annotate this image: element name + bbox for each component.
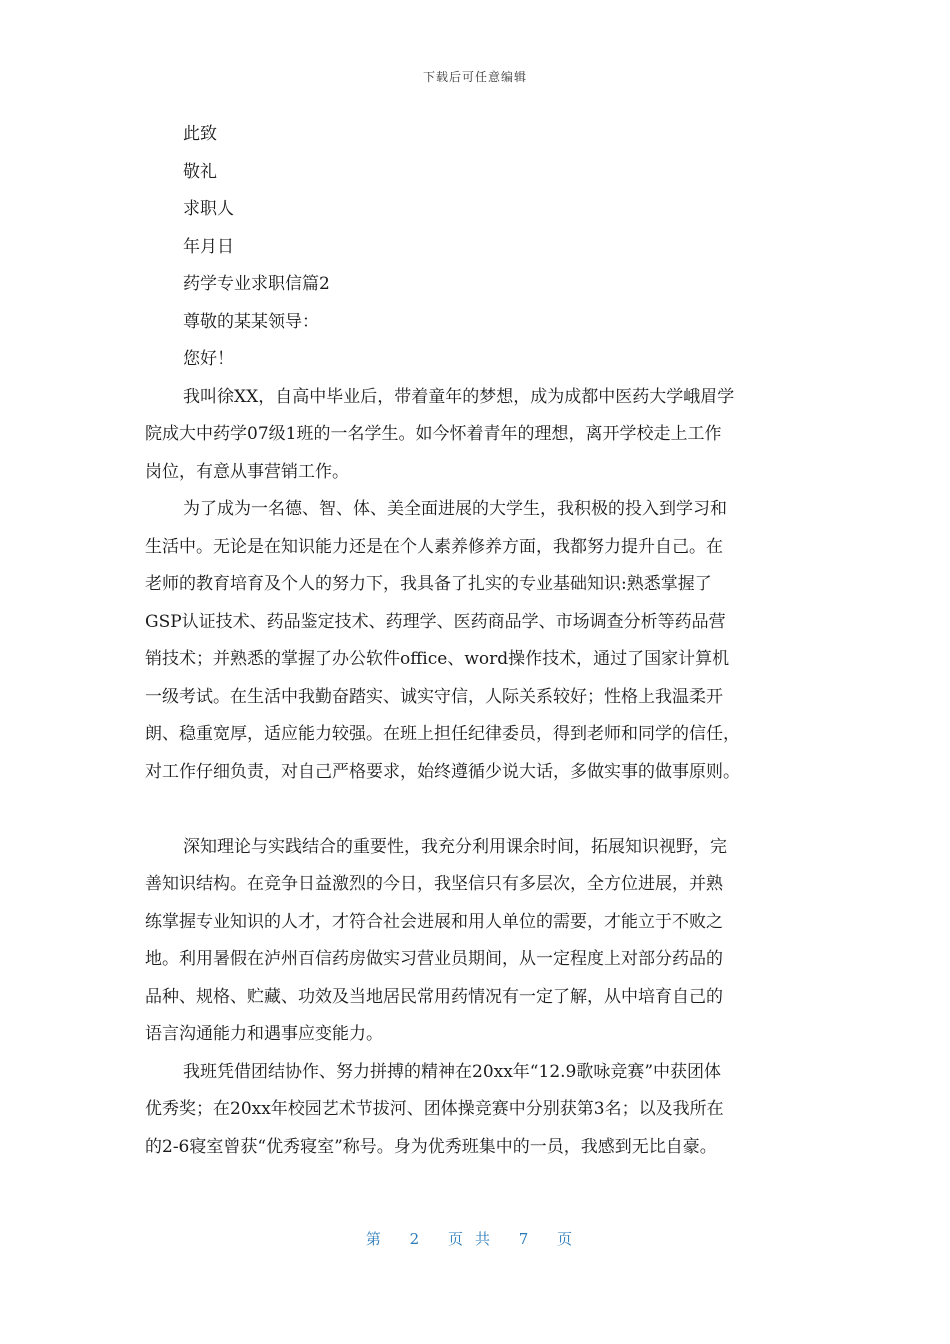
paragraph-line: 院成大中药学07级1班的一名学生。如今怀着青年的理想，离开学校走上工作 (145, 424, 722, 444)
paragraph-line: 生活中。无论是在知识能力还是在个人素养修养方面，我都努力提升自己。在 (145, 536, 723, 557)
document-body (145, 116, 810, 1166)
paragraph-line: 为了成为一名德、智、体、美全面进展的大学生，我积极的投入到学习和 (183, 499, 727, 519)
paragraph-line: 岗位，有意从事营销工作。 (145, 461, 349, 482)
letter-title: 药学专业求职信篇2 (183, 274, 330, 294)
salutation: 尊敬的某某领导： (183, 311, 319, 332)
paragraph-line: 深知理论与实践结合的重要性，我充分利用课余时间，拓展知识视野，完 (183, 836, 727, 857)
paragraph-line: 善知识结构。在竞争日益激烈的今日，我坚信只有多层次，全方位进展，并熟 (145, 874, 723, 894)
closing-line: 年月日 (183, 236, 234, 257)
closing-line: 求职人 (183, 199, 234, 219)
paragraph-line: 朗、稳重宽厚，适应能力较强。在班上担任纪律委员，得到老师和同学的信任， (145, 724, 740, 744)
closing-line: 此致 (183, 124, 217, 144)
paragraph-line: 优秀奖；在20xx年校园艺术节拔河、团体操竞赛中分别获第3名；以及我所在 (145, 1099, 724, 1119)
greeting: 您好！ (183, 349, 234, 369)
paragraph-line: 的2-6寝室曾获“优秀寝室”称号。身为优秀班集中的一员，我感到无比自豪。 (145, 1136, 717, 1157)
paragraph-line: 老师的教育培育及个人的努力下，我具备了扎实的专业基础知识:熟悉掌握了 (145, 574, 712, 594)
paragraph-line: 销技术；并熟悉的掌握了办公软件office、word操作技术，通过了国家计算机 (145, 649, 730, 669)
paragraph-line: 对工作仔细负责，对自己严格要求，始终遵循少说大话，多做实事的做事原则。 (145, 761, 740, 782)
paragraph-line: 地。利用暑假在泸州百信药房做实习营业员期间，从一定程度上对部分药品的 (145, 949, 723, 969)
paragraph-line: 语言沟通能力和遇事应变能力。 (145, 1024, 383, 1044)
closing-line: 敬礼 (183, 161, 217, 182)
page-header: 下载后可任意编辑 (422, 70, 527, 84)
paragraph-line: 品种、规格、贮藏、功效及当地居民常用药情况有一定了解，从中培育自己的 (145, 986, 723, 1007)
paragraph-line: GSP认证技术、药品鉴定技术、药理学、医药商品学、市场调查分析等药品营 (145, 611, 726, 632)
paragraph-line: 一级考试。在生活中我勤奋踏实、诚实守信，人际关系较好；性格上我温柔开 (145, 686, 723, 707)
paragraph-line: 我班凭借团结协作、努力拼搏的精神在20xx年“12.9歌咏竞赛”中获团体 (183, 1061, 722, 1082)
paragraph-line: 我叫徐XX，自高中毕业后，带着童年的梦想，成为成都中医药大学峨眉学 (183, 386, 735, 407)
page-footer: 第 2 页共 7 页 (365, 1230, 585, 1248)
paragraph-line: 练掌握专业知识的人才，才符合社会进展和用人单位的需要，才能立于不败之 (145, 911, 723, 932)
blank-line (145, 791, 810, 829)
